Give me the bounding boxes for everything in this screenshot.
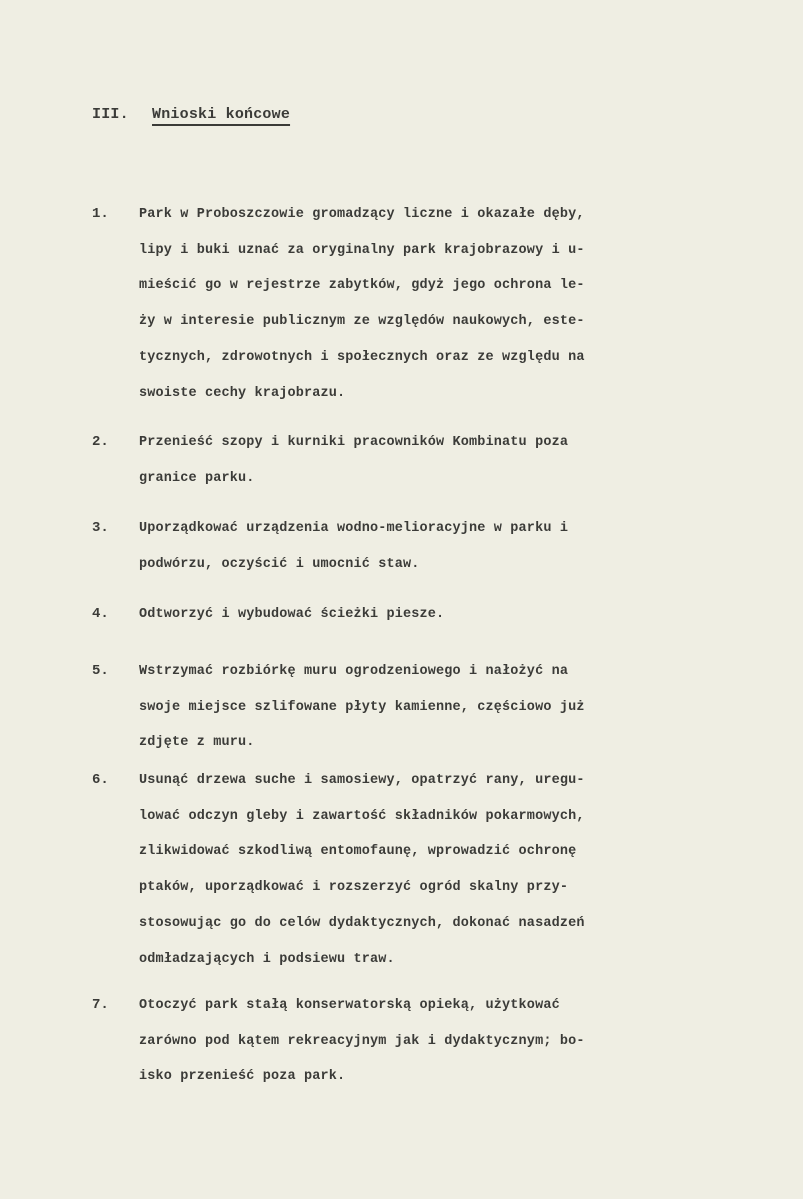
list-item-number: 7. (92, 997, 109, 1013)
section-number: III. (92, 106, 129, 123)
list-item-text: Usunąć drzewa suche i samosiewy, opatrzyć rany, uregu- lować odczyn gleby i zawartość składników pokarmowych, zlikwidować szkodliwą entomofaunę, wprowadzić ochronę ptaków, uporządkować i rozszerzyć ogród skalny przy- stosowując go do celów dydaktycznych, dokonać nasadzeń odmładzających i podsiewu traw. (139, 773, 585, 967)
section-heading (92, 106, 290, 123)
list-item-number: 5. (92, 663, 109, 679)
list-item-number: 3. (92, 520, 109, 536)
list-item-text: Park w Proboszczowie gromadzący liczne i okazałe dęby, lipy i buki uznać za oryginalny park krajobrazowy i u- mieścić go w rejestrze zabytków, gdyż jego ochrona le- ży w interesie publicznym ze względów naukowych, este- tycznych, zdrowotnych i społecznych oraz ze względu na swoiste cechy krajobrazu. (139, 207, 585, 401)
list-item-text: Wstrzymać rozbiórkę muru ogrodzeniowego i nałożyć na swoje miejsce szlifowane płyty kamienne, częściowo już zdjęte z muru. (139, 664, 585, 751)
list-item-text: Uporządkować urządzenia wodno-melioracyjne w parku i podwórzu, oczyścić i umocnić staw. (139, 521, 569, 572)
list-item-number: 1. (92, 206, 109, 222)
list-item-number: 6. (92, 772, 109, 788)
list-item-number: 2. (92, 434, 109, 450)
list-item-number: 4. (92, 606, 109, 622)
list-item-text: Przenieść szopy i kurniki pracowników Kombinatu poza granice parku. (139, 435, 569, 486)
section-title: Wnioski końcowe (152, 106, 291, 123)
list-item-text: Otoczyć park stałą konserwatorską opieką, użytkować zarówno pod kątem rekreacyjnym jak i dydaktycznym; bo- isko przenieść poza park. (139, 998, 585, 1085)
list-item-text: Odtworzyć i wybudować ścieżki piesze. (139, 607, 445, 622)
